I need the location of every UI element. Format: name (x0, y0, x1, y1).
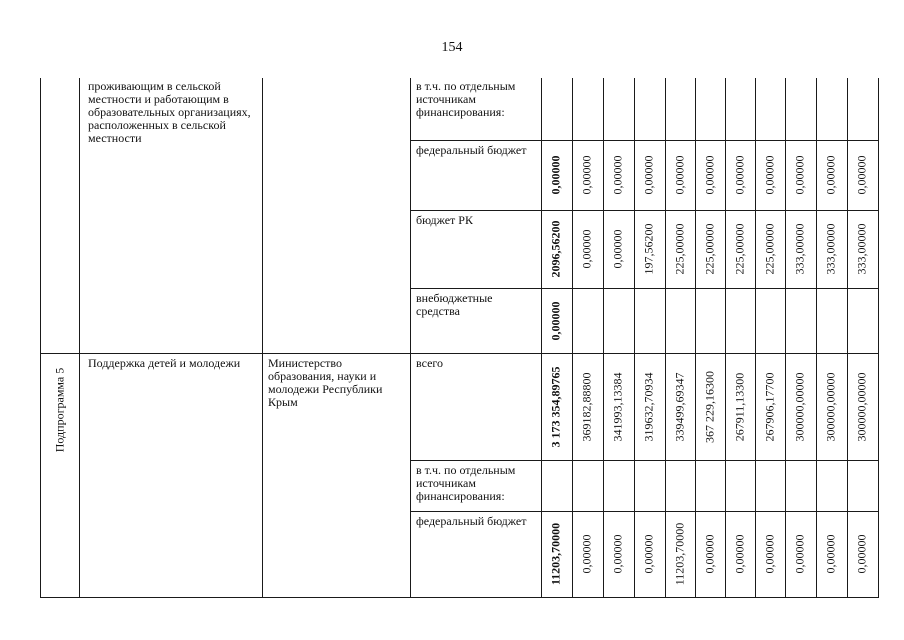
year-value: 267906,17700 (762, 372, 777, 441)
year-value: 0,00000 (823, 155, 838, 195)
year-value: 0,00000 (792, 534, 807, 574)
year-value: 0,00000 (610, 534, 625, 574)
year-value: 0,00000 (641, 534, 656, 574)
total-value: 11203,70000 (548, 522, 563, 586)
year-value: 339499,69347 (672, 372, 687, 441)
year-value: 367 229,16300 (702, 370, 717, 443)
col-divider (847, 78, 848, 598)
year-value: 333,00000 (792, 223, 807, 275)
col-divider (725, 78, 726, 598)
col-divider (262, 78, 263, 598)
source-label: федеральный бюджет (416, 514, 527, 528)
year-value: 300000,00000 (823, 372, 838, 441)
source-label: внебюджетные средства (416, 291, 493, 318)
year-value: 225,00000 (702, 223, 717, 275)
col-divider (79, 78, 80, 598)
year-value: 341993,13384 (610, 372, 625, 441)
source-label: в т.ч. по отдельным источникам финансирования: (416, 463, 516, 503)
year-value: 0,00000 (732, 155, 747, 195)
total-value: 2096,56200 (548, 220, 563, 278)
col-divider (634, 78, 635, 598)
year-value: 300000,00000 (854, 372, 869, 441)
year-value: 0,00000 (854, 534, 869, 574)
source-label: бюджет РК (416, 213, 473, 227)
year-value: 333,00000 (854, 223, 869, 275)
year-value: 0,00000 (579, 155, 594, 195)
total-value: 0,00000 (548, 301, 563, 340)
year-value: 0,00000 (610, 155, 625, 195)
source-label: в т.ч. по отдельным источникам финансирования: (416, 79, 516, 119)
year-value: 0,00000 (854, 155, 869, 195)
year-value: 11203,70000 (672, 522, 687, 586)
col-divider (816, 78, 817, 598)
year-value: 0,00000 (823, 534, 838, 574)
row-divider (410, 460, 878, 461)
year-value: 225,00000 (732, 223, 747, 275)
year-value: 197,56200 (641, 223, 656, 275)
year-value: 0,00000 (762, 155, 777, 195)
col-divider (603, 78, 604, 598)
row-divider (410, 288, 878, 289)
total-value: 0,00000 (548, 155, 563, 195)
year-value: 0,00000 (732, 534, 747, 574)
source-label: федеральный бюджет (416, 143, 527, 157)
year-value: 319632,70934 (641, 372, 656, 441)
subprogram-label: Подпрограмма 5 (52, 367, 67, 453)
year-value: 333,00000 (823, 223, 838, 275)
total-value: 3 173 354,89765 (548, 366, 563, 447)
col-divider (541, 78, 542, 598)
col-divider (572, 78, 573, 598)
col-divider (878, 78, 879, 598)
row-divider (410, 140, 878, 141)
page-number: 154 (441, 40, 463, 55)
year-value: 0,00000 (792, 155, 807, 195)
col-divider (40, 78, 41, 598)
table-bottom-border (40, 597, 878, 598)
year-value: 0,00000 (702, 155, 717, 195)
row-divider (410, 511, 878, 512)
year-value: 0,00000 (762, 534, 777, 574)
col-divider (755, 78, 756, 598)
year-value: 0,00000 (579, 229, 594, 269)
block-divider (40, 353, 878, 354)
lower-description: Поддержка детей и молодежи (88, 356, 241, 370)
year-value: 0,00000 (610, 229, 625, 269)
year-value: 0,00000 (579, 534, 594, 574)
col-divider (410, 78, 411, 598)
year-value: 225,00000 (762, 223, 777, 275)
year-value: 267911,13300 (732, 372, 747, 441)
col-divider (785, 78, 786, 598)
year-value: 0,00000 (702, 534, 717, 574)
col-divider (695, 78, 696, 598)
year-value: 369182,88800 (579, 372, 594, 441)
upper-description: проживающим в сельской местности и работающим в образовательных организациях, расположенных в сельской местности (88, 79, 251, 145)
year-value: 0,00000 (672, 155, 687, 195)
col-divider (665, 78, 666, 598)
executor: Министерство образования, науки и молодежи Республики Крым (268, 356, 383, 409)
year-value: 300000,00000 (792, 372, 807, 441)
row-divider (410, 210, 878, 211)
year-value: 225,00000 (672, 223, 687, 275)
source-label: всего (416, 356, 444, 370)
year-value: 0,00000 (641, 155, 656, 195)
